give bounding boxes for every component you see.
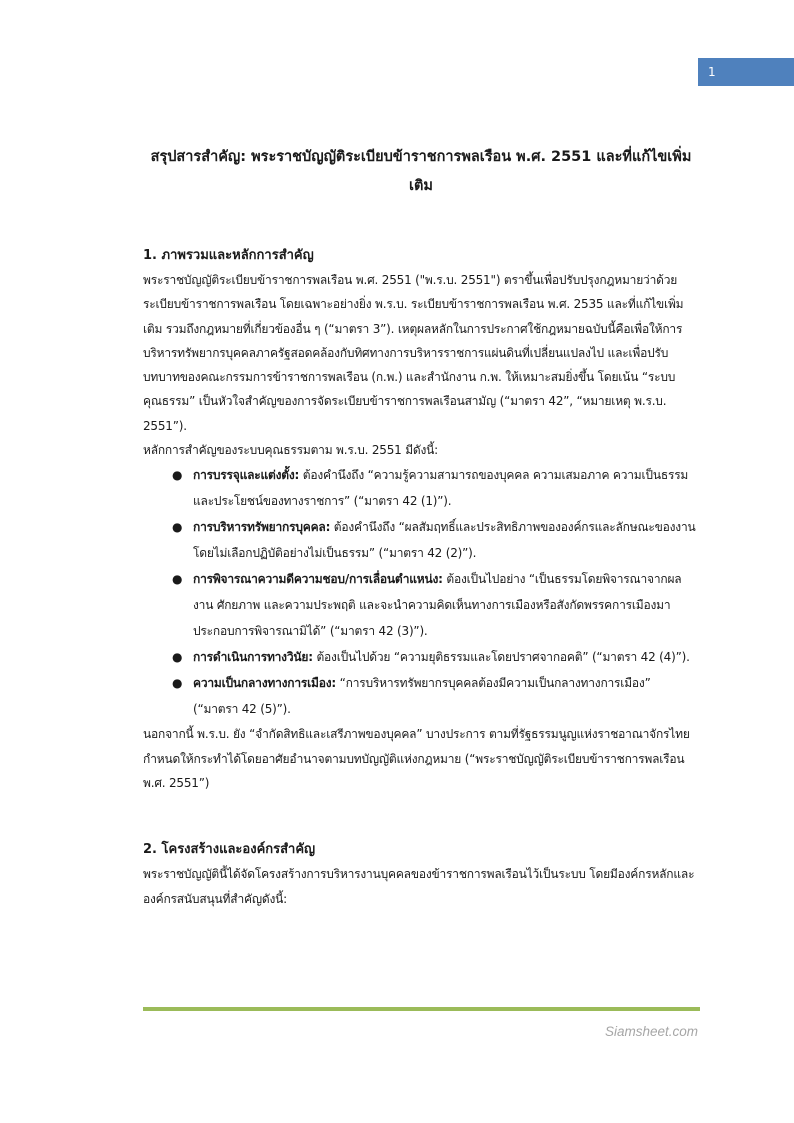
bullet-icon: ● bbox=[172, 572, 183, 587]
principle-text: “การบริหารทรัพยากรบุคคลต้องมีความเป็นกลางทางการเมือง” (“มาตรา 42 (5)”). bbox=[193, 676, 651, 717]
principle-term: การพิจารณาความดีความชอบ/การเลื่อนตำแหน่ง: bbox=[193, 572, 443, 587]
section-1-heading: 1. ภาพรวมและหลักการสำคัญ bbox=[143, 248, 314, 263]
principle-text: ต้องคำนึงถึง “ผลสัมฤทธิ์และประสิทธิภาพขององค์กรและลักษณะของงาน โดยไม่เลือกปฏิบัติอย่างไม่เป็นธรรม” (“มาตรา 42 (2)”). bbox=[193, 520, 696, 561]
section-2-heading: 2. โครงสร้างและองค์กรสำคัญ bbox=[143, 842, 316, 858]
principle-text: ต้องเป็นไปอย่าง “เป็นธรรมโดยพิจารณาจากผลงาน ศักยภาพ และความประพฤติ และจะนำความคิดเห็นทางการเมืองหรือสังกัดพรรคการเมืองมาประกอบการพิจารณามิได้” (“มาตรา 42 (3)”). bbox=[193, 572, 682, 639]
bullet-icon: ● bbox=[172, 676, 183, 691]
principle-text: ต้องเป็นไปด้วย “ความยุติธรรมและโดยปราศจากอคติ” (“มาตรา 42 (4)”). bbox=[312, 650, 690, 665]
principle-text: ต้องคำนึงถึง “ความรู้ความสามารถของบุคคล ความเสมอภาค ความเป็นธรรม และประโยชน์ของทางราชการ” (“มาตรา 42 (1)”). bbox=[193, 468, 689, 509]
section-1-closing: นอกจากนี้ พ.ร.บ. ยัง “จำกัดสิทธิและเสรีภาพของบุคคล” บางประการ ตามที่รัฐธรรมนูญแห่งราชอาณาจักรไทยกำหนดให้กระทำได้โดยอาศัยอำนาจตามบทบัญญัติแห่งกฎหมาย (“พระราชบัญญัติระเบียบข้าราชการพลเรือน พ.ศ. 2551”) bbox=[143, 727, 690, 790]
principle-term: การบรรจุและแต่งตั้ง: bbox=[193, 468, 300, 483]
principle-term: ความเป็นกลางทางการเมือง: bbox=[193, 676, 336, 691]
bullet-icon: ● bbox=[172, 520, 183, 535]
list-item bbox=[143, 670, 699, 722]
section-2-intro: พระราชบัญญัตินี้ได้จัดโครงสร้างการบริหารงานบุคคลของข้าราชการพลเรือนไว้เป็นระบบ โดยมีองค์กรหลักและองค์กรสนับสนุนที่สำคัญดังนี้: bbox=[143, 867, 695, 906]
principles-list bbox=[143, 462, 699, 722]
list-item bbox=[143, 514, 699, 566]
list-item bbox=[143, 462, 699, 514]
document-body bbox=[143, 143, 699, 911]
list-item bbox=[143, 644, 699, 670]
document-title: สรุปสารสำคัญ: พระราชบัญญัติระเบียบข้าราชการพลเรือน พ.ศ. 2551 และที่แก้ไขเพิ่มเติม bbox=[150, 149, 692, 194]
principle-term: การบริหารทรัพยากรบุคคล: bbox=[193, 520, 331, 535]
principle-term: การดำเนินการทางวินัย: bbox=[193, 650, 313, 665]
page-number: 1 bbox=[708, 65, 716, 79]
section-1-intro: พระราชบัญญัติระเบียบข้าราชการพลเรือน พ.ศ. 2551 ("พ.ร.บ. 2551") ตราขึ้นเพื่อปรับปรุงกฎหมายว่าด้วยระเบียบข้าราชการพลเรือน โดยเฉพาะอย่างยิ่ง พ.ร.บ. ระเบียบข้าราชการพลเรือน พ.ศ. 2535 และที่แก้ไขเพิ่มเติม รวมถึงกฎหมายที่เกี่ยวข้องอื่น ๆ (“มาตรา 3”). เหตุผลหลักในการประกาศใช้กฎหมายฉบับนี้คือเพื่อให้การบริหารทรัพยากรบุคคลภาครัฐสอดคล้องกับทิศทางการบริหารราชการแผ่นดินที่เปลี่ยนแปลงไป และเพื่อปรับบทบาทของคณะกรรมการข้าราชการพลเรือน (ก.พ.) และสำนักงาน ก.พ. ให้เหมาะสมยิ่งขึ้น โดยเน้น “ระบบคุณธรรม” เป็นหัวใจสำคัญของการจัดระเบียบข้าราชการพลเรือนสามัญ (“มาตรา 42”, “หมายเหตุ พ.ร.บ. 2551”). bbox=[143, 273, 684, 433]
footer-divider bbox=[143, 1007, 700, 1011]
principles-lead: หลักการสำคัญของระบบคุณธรรมตาม พ.ร.บ. 2551 มีดังนี้: bbox=[143, 443, 439, 458]
footer-brand: Siamsheet.com bbox=[604, 1024, 698, 1039]
bullet-icon: ● bbox=[172, 468, 183, 483]
list-item bbox=[143, 566, 699, 644]
bullet-icon: ● bbox=[172, 650, 183, 665]
page-number-tab bbox=[698, 58, 794, 86]
